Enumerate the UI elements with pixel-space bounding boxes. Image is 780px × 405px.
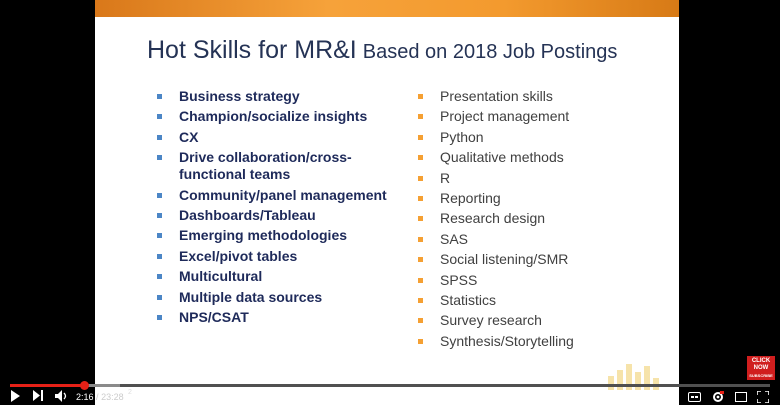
skill-right-item-label: Project management [440,108,570,125]
bullet-icon [418,155,423,160]
progress-bar[interactable] [10,384,770,387]
bullet-icon [157,274,162,279]
subscribe-badge-line1: CLICK [751,358,771,364]
skill-left-item [157,187,397,204]
skill-left-item-label: Dashboards/Tableau [179,206,316,223]
bullet-icon [418,237,423,242]
bullet-icon [418,339,423,344]
skill-left-item [157,129,397,146]
skill-right-item-label: SAS [440,230,469,247]
skill-right-item-label: Research design [440,210,546,227]
bullet-icon [418,176,423,181]
skill-right-item-label: SPSS [440,271,478,288]
skill-right-item [418,292,668,309]
skill-left-item-label: Multicultural [179,268,263,285]
bullet-icon [157,295,162,300]
skill-right-item [418,149,668,166]
skill-left-item-label: Emerging methodologies [179,227,348,244]
slide-title-main: Hot Skills for MR&I [147,36,357,64]
bullet-icon [418,216,423,221]
skill-right-item [418,190,668,207]
time-display [76,392,124,402]
skill-right-item [418,88,668,105]
skill-left-item [157,289,397,306]
skill-left-item-label: Drive collaboration/cross-functional teams [179,149,352,183]
skill-right-item-label: Reporting [440,189,501,206]
slide-title-sub: Based on 2018 Job Postings [362,41,618,63]
slide-title [147,36,617,65]
volume-icon[interactable] [55,390,68,402]
bullet-icon [418,196,423,201]
subscribe-badge[interactable] [747,356,775,380]
bullet-icon [418,298,423,303]
slide-header-bar [95,0,679,17]
skill-left-item [157,248,397,265]
skill-left-item [157,108,397,125]
skill-left-item [157,207,397,224]
skill-left-item-label: Business strategy [179,88,300,104]
skill-left-item-label: Champion/socialize insights [179,108,368,125]
bullet-icon [418,135,423,140]
settings-gear-icon[interactable] [712,391,724,403]
skill-right-item-label: Statistics [440,291,497,308]
skill-right-item [418,272,668,289]
skills-list-left [157,88,397,329]
bullet-icon [418,114,423,119]
skill-left-item [157,227,397,244]
chapter-marker: 2 [128,389,132,396]
skill-right-item [418,210,668,227]
skill-right-item-label: Python [440,128,484,145]
bullet-icon [157,233,162,238]
skill-right-item-label: Social listening/SMR [440,251,569,268]
skill-right-item [418,129,668,146]
skill-left-item [157,149,397,183]
fullscreen-icon[interactable] [757,391,769,403]
bullet-icon [157,135,162,140]
next-icon[interactable] [33,390,44,401]
subscribe-badge-line2: NOW [753,365,769,371]
skill-right-item-label: Presentation skills [440,88,553,104]
bullet-icon [418,257,423,262]
skills-list-right [418,88,668,353]
skill-right-item-label: R [440,169,451,186]
theater-mode-icon[interactable] [735,392,747,402]
skill-right-item [418,312,668,329]
skill-right-item [418,333,668,350]
bullet-icon [157,193,162,198]
play-icon[interactable] [10,390,20,402]
skill-left-item [157,88,397,105]
skill-left-item-label: Community/panel management [179,186,387,203]
skill-left-item-label: CX [179,128,199,145]
skill-right-item [418,251,668,268]
presentation-slide [95,0,679,405]
duration: 23:28 [101,392,124,402]
skill-left-item-label: Multiple data sources [179,288,323,305]
bullet-icon [157,94,162,99]
skill-right-item [418,108,668,125]
skill-left-item [157,268,397,285]
time-separator: / [96,392,99,402]
bullet-icon [418,318,423,323]
progress-played [10,384,84,387]
skill-left-item [157,309,397,326]
bullet-icon [157,213,162,218]
skill-right-item-label: Qualitative methods [440,149,564,166]
bullet-icon [418,278,423,283]
skill-right-item-label: Synthesis/Storytelling [440,332,574,349]
bullet-icon [418,94,423,99]
bullet-icon [157,315,162,320]
bullet-icon [157,254,162,259]
bullet-icon [157,114,162,119]
skill-left-item-label: Excel/pivot tables [179,247,298,264]
skill-right-item [418,170,668,187]
skill-left-item-label: NPS/CSAT [179,308,249,325]
subscribe-badge-line3: SUBSCRIBE [749,373,773,378]
bullet-icon [157,155,162,160]
captions-icon[interactable] [688,392,701,402]
current-time: 2:16 [76,392,94,402]
skill-right-item [418,231,668,248]
skill-right-item-label: Survey research [440,312,542,329]
